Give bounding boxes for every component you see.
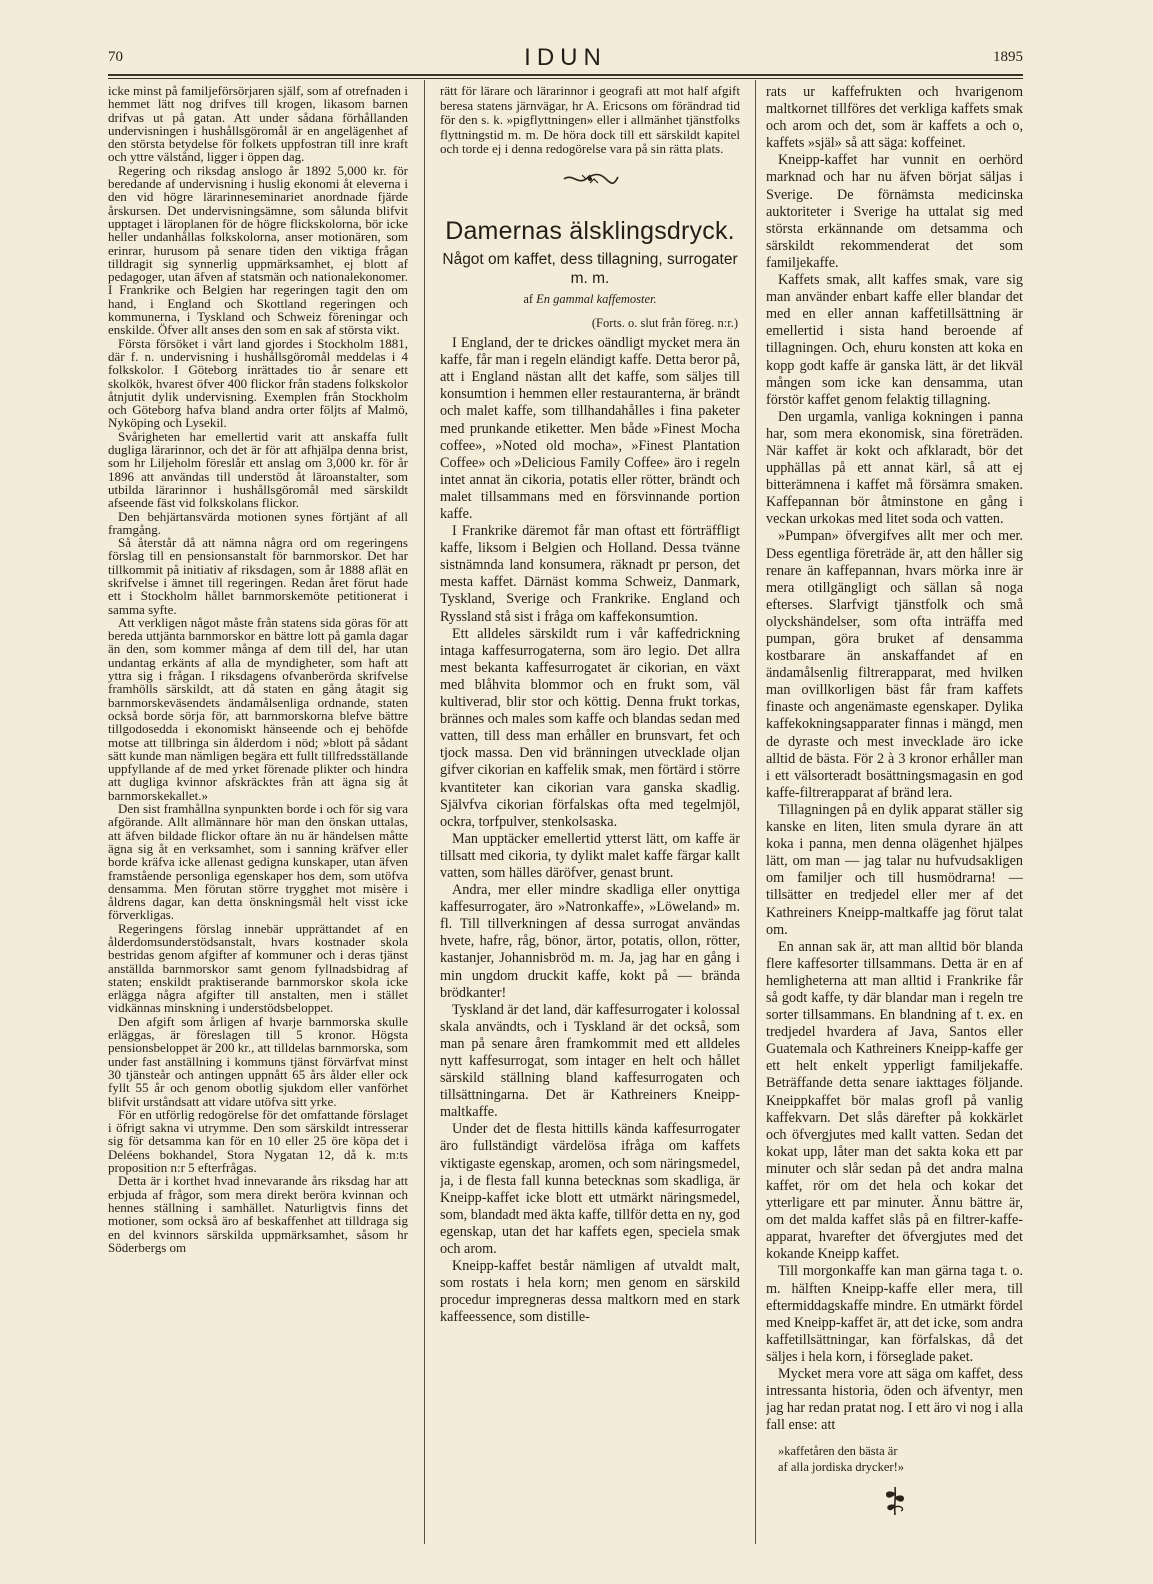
paragraph: Detta är i korthet hvad innevarande års riksdag har att erbjuda af frågor, som mera direkt beröra kvinnan och hennes ställning i samhället. Naturligtvis finns det motioner, som också äro af beskaffenhet att tilldraga sig en del kvinnors särskilda uppmärksamhet, såsom hr Söderbergs om — [108, 1173, 408, 1255]
byline-author: En gammal kaffemoster. — [536, 292, 657, 307]
paragraph: Den sist framhållna synpunkten borde i och för sig vara afgörande. Allt allmännare hör man den önskan uttalas, att äfven bildade flickor oftare än nu är händelsen måtte ägna sig åt en verksamhet, som i sanning kräfver eller borde kräfva icke allenast gedigna kunskaper, utan äfven framstående personliga egenskaper hos dem, som utöfva densamma. Men förutan större trygghet mot misère i åldrens dagar, kan detta önskningsmål helt visst icke förverkligas. — [108, 801, 408, 923]
column-left — [108, 84, 408, 1554]
paragraph: Mycket mera vore att säga om kaffet, dess intressanta historia, öden och äfventyr, men jag har redan pratat nog. I ett äro vi nog i alla fall ense: att — [766, 1366, 1023, 1434]
paragraph: Under det de flesta hittills kända kaffesurrogater äro fullständigt värdelösa ifråga om kaffets viktigaste egenskap, aromen, och som näringsmedel, ja, i de flesta fall kunna betecknas som skadliga, är Kneipp-kaffet icke blott ett utmärkt näringsmedel, som, blandadt med äkta kaffe, tillför detta en ny, god egenskap, utan det har kaffets egen, speciela smak och arom. — [440, 1121, 740, 1258]
byline-prefix: af — [523, 292, 534, 307]
page-header — [108, 44, 1023, 72]
paragraph: I Frankrike däremot får man oftast ett förträffligt kaffe, liksom i Belgien och Holland. Dessa tvänne sistnämnda land konsumera, räknadt pr person, det mesta kaffet. Därnäst komma Schweiz, Danmark, Tyskland, Sverige och Frankrike. England och Ryssland stå sist i fråga om kaffekonsumtion. — [440, 523, 740, 625]
masthead: IDUN — [524, 44, 607, 71]
closing-quote — [778, 1444, 1023, 1475]
paragraph: Så återstår då att nämna några ord om regeringens förslag till en pensionsanstalt för barnmorskor. Det har tillkommit på initiativ af riksdagen, som år 1888 aflät en skrifvelse i ämnet till regeringen. Redan året förut hade ett i Stockholm hållet barnmorskemöte petitionerat i samma syfte. — [108, 535, 408, 617]
paragraph: Att verkligen något måste från statens sida göras för att bereda uttjänta barnmorskor en bättre lott på gamla dagar än den, som kommer många af dem till del, har utan undantag erkänts af alla de myndigheter, som haft att yttra sig i frågan. I riksdagens ofvanberörda skrifvelse framhölls särskildt, att då staten en gång åtagit sig barnmorskeväsendets ändamålsenliga ordnande, staten också borde sörja för, att barnmorskorna blefve bättre tillgodosedda i ekonomiskt hänseende och ej behöfde motse att tillbringa sin ålderdom i nöd; »blott på sådant sätt kunde man nämligen begära ett fullt tillfredsställande uppfyllande af de med yrket förenade plikter och hindra att dugliga kvinnor afskräcktes från att ägna sig åt barnmorskekallet.» — [108, 614, 408, 803]
header-rule-thin — [108, 78, 1023, 79]
column-middle — [440, 84, 740, 1554]
quote-line: »kaffetåren den bästa är — [778, 1444, 898, 1459]
paragraph: Svårigheten har emellertid varit att anskaffa fullt dugliga lärarinnor, och det är för att afhjälpa denna brist, som hr Liljeholm föreslår ett anslag om 3,000 kr. för år 1896 att användas till understöd åt läroanstalter, som utbilda lärarinnor i hushållsgöromål med särskildt afseende fäst vid folkskolans flickor. — [108, 428, 408, 511]
issue-year: 1895 — [993, 49, 1023, 65]
ornamental-flourish-icon — [440, 171, 740, 192]
paragraph: Första försöket i vårt land gjordes i Stockholm 1881, där f. n. undervisning i hushållsgöromål meddelas i 4 folkskolor. I Göteborg inrättades tio år senare ett skolkök, hvarest öfver 400 flickor från stadens folkskolor åtnjutit dylik undervisning. Exemplen från Stockholm och Göteborg hafva bland andra orter följts af Malmö, Nyköping och Lysekil. — [108, 335, 408, 431]
quote-line: af alla jordiska drycker!» — [778, 1459, 904, 1474]
column-right — [766, 84, 1023, 1554]
paragraph: En annan sak är, att man alltid bör blanda flere kaffesorter tillsammans. Detta är en af hemligheterna att man alltid i Frankrike får så godt kaffe, ty där blandar man i regeln tre sorter tillsammans. En blandning af t. ex. en tredjedel hvardera af Java, Santos eller Guatemala och Kathreiners Kneipp-kaffe ger ett helt enkelt ypperligt familjekaffe. Beträffande detta senare iakttages följande. Kneippkaffet bör malas grofl på vanlig kaffekvarn. Det slås därefter på kokkärlet och öfvergjutes med kallt vatten. Sedan det kokat upp, låter man det sakta koka ett par minuter och slår sedan på det andra malna kaffet, rör om det hela och kokar det ytterligare ett par minuter. Ännu bättre är, om det malda kaffet slås på en filtrer-kaffe-apparat, hvarefter det öfvergjutes med det kokande Kneipp kaffet. — [766, 938, 1023, 1263]
paragraph: Den behjärtansvärda motionen synes förtjänt af all framgång. — [108, 508, 408, 537]
paragraph: Ett alldeles särskildt rum i vår kaffedrickning intaga kaffesurrogaterna, som äro legio. Det allra mest bekanta kaffesurrogatet är cikorian, en växt med blåhvita blommor och en frukt som, väl kultiverad, blir stor och köttig. Denna frukt torkas, brännes och males som kaffe och blandas sedan med vatten, till dess man erhåller en brunsvart, fet och tjock massa. Den vid bränningen utvecklade oljan gifver cikorian en kaffelik smak, men förtärd i större kvantiteter kan cikorian vara ganska skadlig. Självfva cikorian förfalskas ofta med tegelmjöl, ockra, torfpulver, stenkolsaska. — [440, 625, 740, 830]
paragraph: Tillagningen på en dylik apparat ställer sig kanske en liten, liten smula dyrare än att koka i panna, men denna olägenhet hjälpes lätt, om man — jag talar nu hufvudsakligen om familjer och till husmödrarna! — tillsätter en tredjedel eller mer af det Kathreiners Kneipp-maltkaffe jag förut talat om. — [766, 801, 1023, 938]
article-subtitle: Något om kaffet, dess tillagning, surrogater m. m. — [442, 251, 738, 288]
column-divider — [755, 80, 756, 1544]
paragraph: I England, der te drickes oändligt mycket mera än kaffe, får man i regeln eländigt kaffe. Detta beror på, att i England nästan allt det kaffe, som säljes till konsumtion i hemmen eller restauranterna, är brändt och malet kaffe, som tillhandahålles i fina paketer med prunkande etiketter. Men både »Finest Mocha coffee», »Noted old mocha», »Finest Plantation Coffee» och »Delicious Family Coffee» äro i regeln intet annat än cikoria, potatis eller rötter, brändt och malet tillsammans med en försvinnande portion kaffe. — [440, 335, 740, 522]
paragraph: Regeringens förslag innebär upprättandet af en ålderdomsunderstödsanstalt, hvars kostnader skola bestridas genom afgifter af kommuner och i deras tjänst anställda barnmorskor samt genom fyllnadsbidrag af staten; enskildt praktiserande barnmorskor skola icke erlägga några afgifter till anstalten, men i stället vidkännas minskning i understödsbeloppet. — [108, 920, 408, 1016]
article-title: Damernas älsklingsdryck. — [445, 217, 735, 246]
paragraph: rätt för lärare och lärarinnor i geografi att mot half afgift beresa statens järnvägar, hr A. Ericsons om förändrad tid för den s. k. »pigflyttningen» eller i allmänhet tjänstfolks flyttningstid m. m. De höra dock till ett särskildt kapitel och torde ej i denna redogörelse vara på sin rätta plats. — [440, 84, 740, 157]
continuation-note: (Forts. o. slut från föreg. n:r.) — [591, 316, 738, 331]
page-number: 70 — [108, 49, 123, 65]
paragraph: Kneipp-kaffet har vunnit en oerhörd marknad och har nu äfven börjat säljas i Sverige. De förnämsta medicinska auktoriteter i Sverige ha uttalat sig med största erkännande om detsamma och särskildt rekommenderat det som familjekaffe. — [766, 152, 1023, 271]
paragraph: Kneipp-kaffet består nämligen af utvaldt malt, som rostats i hela korn; men genom en särskild procedur impregneras dessa maltkorn med en stark kaffeessence, som distille- — [440, 1258, 740, 1326]
paragraph: Den urgamla, vanliga kokningen i panna har, som mera ekonomisk, sina företräden. När kaffet är kokt och afklaradt, bör det upphällas på ett annat kärl, så att ej bitterämnena i kaffet må försämra smaken. Kaffepannan bör åtminstone en gång i veckan urkokas med litet soda och vatten. — [766, 408, 1023, 528]
paragraph: Tyskland är det land, där kaffesurrogater i kolossal skala användts, och i Tyskland är det också, som man på senare åren framkommit med ett alldeles nytt kaffesurrogat, som intager en helt och hållet särskild ställning bland kaffesurrogaten och tillsättningarna. Det är Kathreiners Kneipp-maltkaffe. — [440, 1001, 740, 1121]
paragraph: Den afgift som årligen af hvarje barnmorska skulle erläggas, är föreslagen till 5 kronor. Högsta pensionsbeloppet är 200 kr., att tilldelas barnmorska, som under fast anställning i kommuns tjänst förvärfvat minst 30 tjänsteår och antingen uppnått 65 års ålder eller ock fyllt 55 år och genom obotlig sjukdom eller vanförhet blifvit urståndsatt att vidare utöfva sitt yrke. — [108, 1013, 408, 1109]
paragraph: Andra, mer eller mindre skadliga eller onyttiga kaffesurrogater, äro »Natronkaffe», »Löweland» m. fl. Till tillverkningen af dessa surrogat användas hvete, hafre, råg, bönor, ärtor, potatis, ollon, rötter, kastanjer, Johannisbröd m. m. Ja, jag har en gång i min ungdom druckit kaffe, kokt på — brända brödkanter! — [440, 882, 740, 1001]
paragraph: För en utförlig redogörelse för det omfattande förslaget i öfrigt sakna vi utrymme. Den som särskildt intresserar sig för detsamma kan för en 10 eller 25 öre köpa det i Deléens bokhandel, Stora Nygatan 12, då k. m:ts proposition n:r 5 efterfrågas. — [108, 1106, 408, 1176]
floral-sprig-icon — [766, 1483, 1023, 1522]
paragraph: rats ur kaffefrukten och hvarigenom maltkornet tillföres det verkliga kaffets smak och arom och det, som är kaffets a och o, kaffets »själ» så att säga: koffeinet. — [766, 84, 1023, 152]
paragraph: »Pumpan» öfvergifves allt mer och mer. Dess egentliga företräde är, att den håller sig renare än kaffepannan, hvars mörka inre är mera otillgängligt och sällan så noga efterses. Slarfvigt tjänstfolk och små olyckshändelser, som ofta inträffa med pumpan, göra bruket af densamma kostbarare än anskaffandet af en ändamålsenlig filtrerapparat, med hvilken man ovillkorligen bäst får fram kaffets finaste och angenämaste egenskaper. Dylika kaffekokningsapparater finnas i mängd, men de dyraste och mest invecklade äro icke alltid de bästa. För 2 à 3 kronor erhåller man i ett välsorteradt bosättningsmagasin en god kaffe-filtrerapparat af bränd lera. — [766, 528, 1023, 801]
paragraph: Regering och riksdag anslogo år 1892 5,000 kr. för beredande af undervisning i huslig ekonomi åt eleverna i den vid högre lärarinneseminariet anordnade fjärde årskursen. Det undervisningsämne, som sålunda blifvit upptaget i läroplanen för de högre flickskolorna, bör icke heller undanhållas folkskolorna, anser motionären, som erinrar, hurusom på senare tiden den viktiga frågan tilldragit sig synnerlig uppmärksamhet, ej blott af pedagoger, utan äfven af statsmän och nationalekonomer. I Frankrike och Belgien har regeringen tagit den om hand, i England och Skottland regeringen och kommunerna, i Tyskland och Schweiz föreningar och enskilde. Öfver allt anses den som en sak af största vikt. — [108, 162, 408, 338]
paragraph: Man upptäcker emellertid ytterst lätt, om kaffe är tillsatt med cikoria, ty dylikt malet kaffe färgar kallt vatten, som hälles däröfver, genast brunt. — [440, 830, 740, 881]
column-divider — [424, 80, 425, 1544]
article-byline — [440, 291, 740, 307]
paragraph: Till morgonkaffe kan man gärna taga t. o. m. hälften Kneipp-kaffe eller mera, till eftermiddagskaffe mindre. En utmärkt fördel med Kneipp-kaffet är, att det icke, som andra kaffetillsättningar, kan förfalskas, då det säljes i hela korn, i förseglade paket. — [766, 1263, 1023, 1365]
paragraph: Kaffets smak, allt kaffes smak, vare sig man använder enbart kaffe eller blandar det med en eller annan kaffetillsättning är emellertid i sista hand beroende af tillagningen. Och, ehuru konsten att koka en kopp godt kaffe är ganska lätt, är det likväl mången som icke kan densamma, utan förstör kaffet genom felaktig tillagning. — [766, 272, 1023, 408]
header-rule — [108, 74, 1023, 76]
paragraph: icke minst på familjeförsörjaren själf, som af otrefnaden i hemmet lätt nog drifves till krogen, likasom barnen drifvas ut på gatan. Att under sådana förhållanden undervisningen i hushållsgöromål är en angelägenhet af den största betydelse för folkets uppfostran till inre kraft och yttre välstånd, ligger i öppen dag. — [108, 84, 408, 165]
